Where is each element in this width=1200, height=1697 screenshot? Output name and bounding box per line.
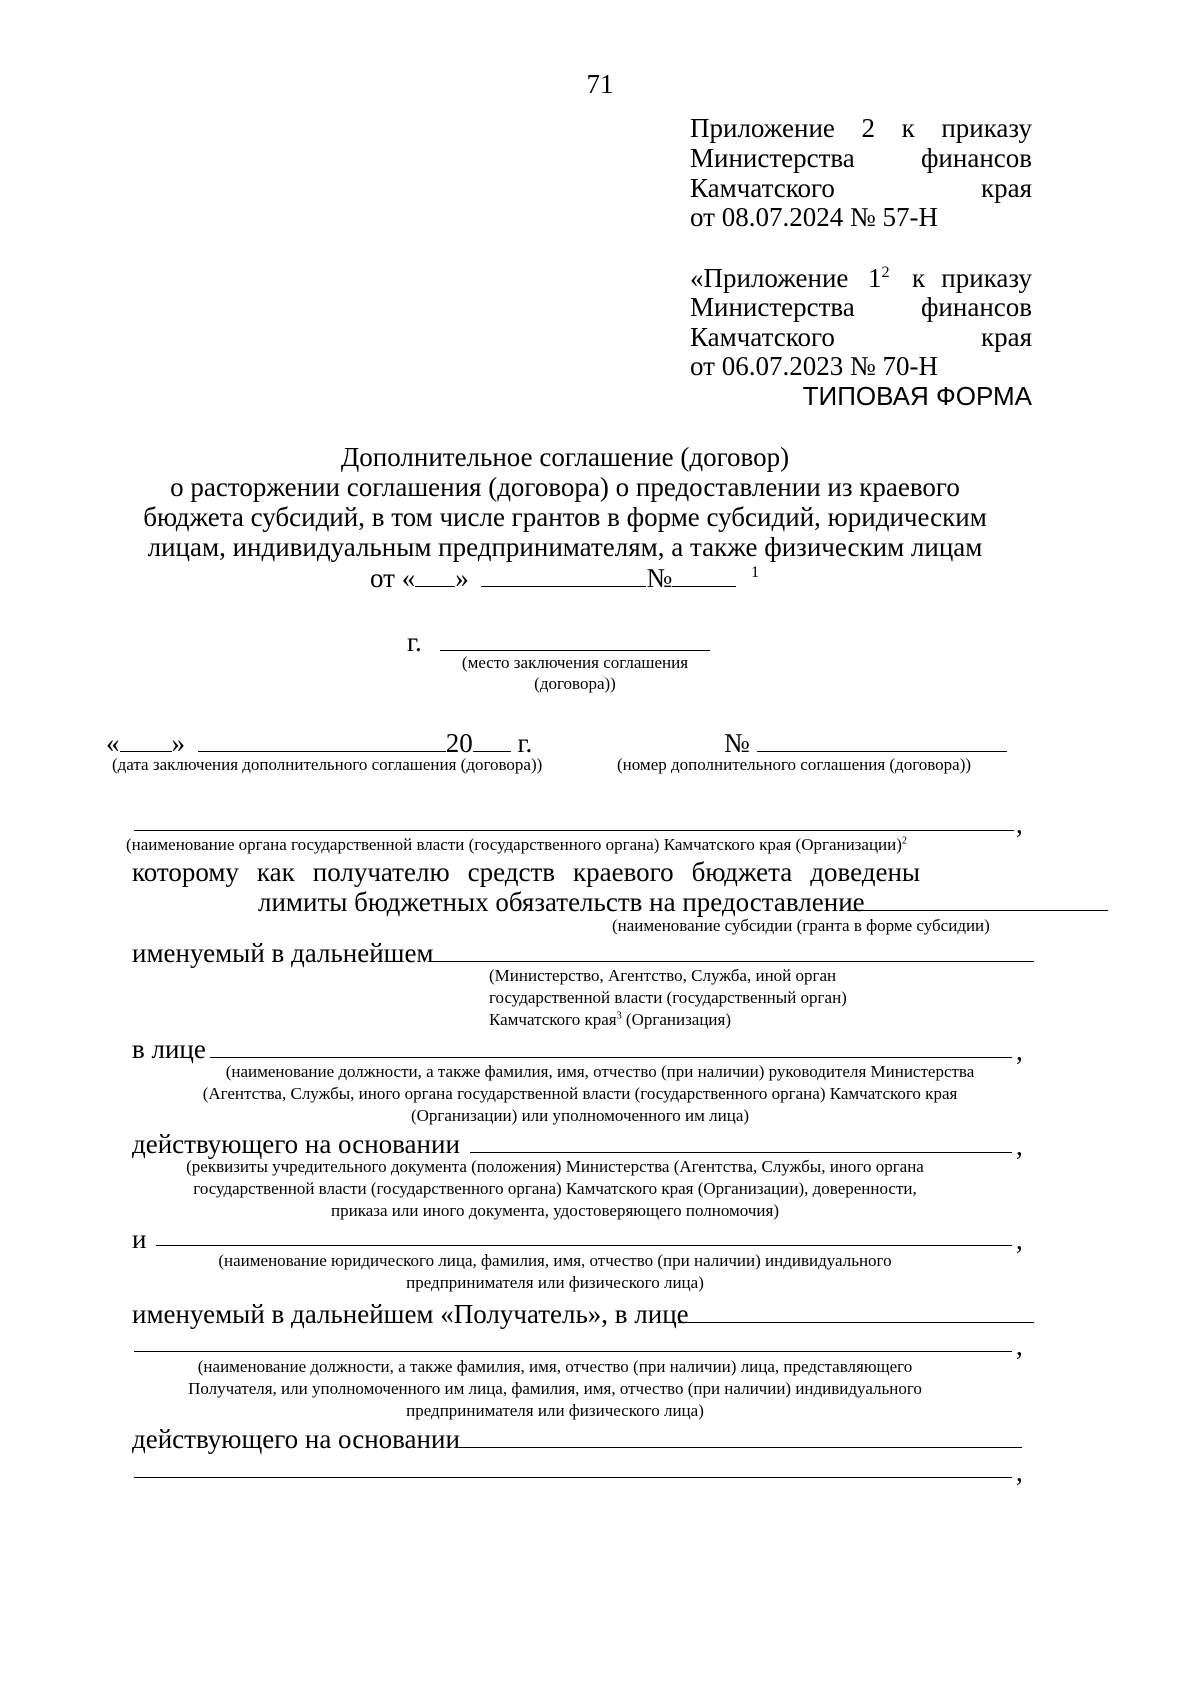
place-g-label: г. (407, 627, 422, 657)
in-person-field[interactable] (210, 1057, 1012, 1058)
entity-caption2: предпринимателя или физического лица) (406, 1273, 704, 1292)
entity-comma: , (1016, 1225, 1023, 1255)
recipient-person-field-2[interactable] (134, 1351, 1012, 1352)
in-person-comma: , (1016, 1036, 1023, 1066)
title-date-number-line: от « » № $^1$ (370, 563, 760, 593)
referred-label: именуемый в дальнейшем (132, 938, 434, 968)
place-field[interactable] (440, 650, 710, 651)
page-number: 71 (586, 69, 614, 99)
subsidy-caption: (наименование субсидии (гранта в форме субсидии) (612, 916, 990, 935)
number-caption: (номер дополнительного соглашения (договора)) (617, 755, 972, 774)
rep-caption3: предпринимателя или физического лица) (406, 1401, 704, 1420)
form-label: ТИПОВАЯ ФОРМА (802, 381, 1032, 411)
date-year-field[interactable] (473, 750, 511, 752)
in-person-label: в лице (132, 1034, 206, 1064)
doc-caption2: государственной власти (государственного органа) Камчатского края (Организации), доверенности, (193, 1179, 917, 1198)
appendix1-line2: Министерства финансов (690, 143, 1032, 173)
rep-caption1: (наименование должности, а также фамилия, имя, отчество (при наличии) лица, представляющего (197, 1357, 913, 1376)
acting-label: действующего на основании (132, 1129, 460, 1159)
ministry-caption1: (Министерство, Агентство, Служба, иной орган (489, 966, 837, 985)
appendix1-line1: Приложение 2 к приказу (690, 113, 1033, 143)
date-field-row: « » 20 г. (106, 728, 533, 758)
acting2-label: действующего на основании (132, 1424, 460, 1454)
appendix2-line2: Министерства финансов (690, 292, 1032, 322)
limits-line2: лимиты бюджетных обязательств на предоставление (258, 887, 865, 917)
date-day-field[interactable] (120, 750, 172, 752)
ministry-caption3: Камчатского края$^3$ (Организация) (489, 1010, 732, 1029)
place-caption2: (договора)) (534, 674, 616, 693)
appendix1-line3: Камчатского края (690, 173, 1032, 203)
organ-comma: , (1016, 809, 1023, 839)
agreement-number-row: № (724, 727, 1007, 759)
date-month-field[interactable] (198, 750, 446, 752)
recipient-label: именуемый в дальнейшем «Получатель», в лице (132, 1299, 689, 1329)
appendix2-line4: от 06.07.2023 № 70-Н (690, 351, 938, 381)
title-line3: бюджета субсидий, в том числе грантов в форме субсидий, юридическим (143, 502, 987, 532)
entity-caption1: (наименование юридического лица, фамилия, имя, отчество (при наличии) индивидуального (218, 1251, 892, 1270)
entity-field[interactable] (156, 1245, 1012, 1246)
rep-caption2: Получателя, или уполномоченного им лица, фамилия, имя, отчество (при наличии) индивидуального (188, 1379, 922, 1398)
title-line1: Дополнительное соглашение (договор) (340, 442, 790, 472)
organ-field[interactable] (134, 830, 1014, 831)
ministry-caption2: государственной власти (государственный орган) (489, 988, 847, 1007)
agreement-number-field[interactable] (757, 750, 1007, 752)
organ-caption: (наименование органа государственной власти (государственного органа) Камчатского края (Организации)$^2$ (126, 835, 907, 854)
acting-comma: , (1016, 1131, 1023, 1161)
place-caption1: (место заключения соглашения (461, 653, 689, 672)
recipient-comma: , (1016, 1331, 1023, 1361)
acting2-comma: , (1016, 1457, 1023, 1487)
recipient-person-field[interactable] (678, 1322, 1034, 1323)
acting-field[interactable] (470, 1152, 1012, 1153)
doc-caption3: приказа или иного документа, удостоверяющего полномочия) (331, 1201, 779, 1220)
date-caption: (дата заключения дополнительного соглашения (договора)) (112, 755, 543, 774)
title-line4: лицам, индивидуальным предпринимателям, а также физическим лицам (147, 532, 983, 562)
head-caption2: (Агентства, Службы, иного органа государственной власти (государственного органа) Камчатского края (202, 1084, 958, 1103)
acting2-field-2[interactable] (134, 1477, 1012, 1478)
and-label: и (132, 1224, 147, 1254)
head-caption1: (наименование должности, а также фамилия, имя, отчество (при наличии) руководителя Министерства (225, 1062, 975, 1081)
referred-field[interactable] (430, 961, 1034, 962)
acting2-field[interactable] (458, 1447, 1022, 1448)
limits-line1: которому как получателю средств краевого бюджета доведены (132, 857, 921, 887)
title-line2: о расторжении соглашения (договора) о предоставлении из краевого (170, 472, 960, 502)
appendix2-line1: «Приложение $1^2$ к приказу (690, 263, 1032, 293)
appendix1-line4: от 08.07.2024 № 57-Н (690, 202, 938, 232)
subsidy-name-field[interactable] (850, 910, 1108, 911)
appendix2-line3: Камчатского края (690, 322, 1032, 352)
head-caption3: (Организации) или уполномоченного им лица) (410, 1106, 750, 1125)
doc-caption1: (реквизиты учредительного документа (положения) Министерства (Агентства, Службы, иного органа (186, 1157, 924, 1176)
